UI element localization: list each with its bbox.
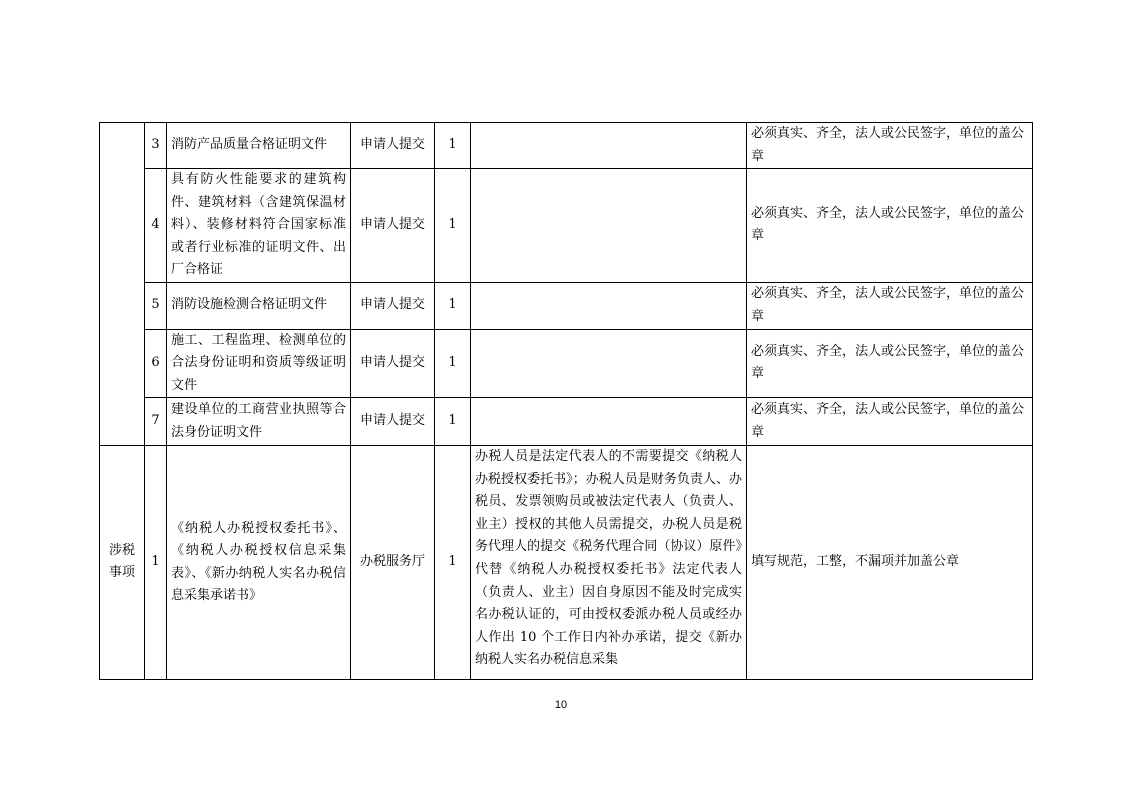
material-source: 申请人提交: [351, 169, 435, 283]
row-number: 6: [145, 329, 167, 398]
material-quantity: 1: [435, 282, 471, 329]
material-quantity: 1: [435, 123, 471, 169]
material-quantity: 1: [435, 169, 471, 283]
material-requirement: 必须真实、齐全，法人或公民签字，单位的盖公章: [747, 329, 1033, 398]
material-source: 申请人提交: [351, 329, 435, 398]
row-number: 5: [145, 282, 167, 329]
material-name: 施工、工程监理、检测单位的合法身份证明和资质等级证明文件: [167, 329, 351, 398]
material-requirement: 必须真实、齐全，法人或公民签字，单位的盖公章: [747, 169, 1033, 283]
category-cell: [100, 446, 145, 680]
table-row: [100, 169, 1033, 283]
material-description: [471, 398, 747, 446]
row-number: 7: [145, 398, 167, 446]
row-number: 1: [145, 446, 167, 680]
material-name: 消防设施检测合格证明文件: [167, 282, 351, 329]
material-name: 《纳税人办税授权委托书》、《纳税人办税授权信息采集表》、《新办纳税人实名办税信息采集承诺书》: [167, 446, 351, 680]
materials-table: [99, 122, 1033, 680]
material-name: 消防产品质量合格证明文件: [167, 123, 351, 169]
material-name: 具有防火性能要求的建筑构件、建筑材料（含建筑保温材料）、装修材料符合国家标准或者行业标准的证明文件、出厂合格证: [167, 169, 351, 283]
material-description: 办税人员是法定代表人的不需要提交《纳税人办税授权委托书》；办税人员是财务负责人、办税员、发票领购员或被法定代表人（负责人、业主）授权的其他人员需提交，办税人员是税务代理人的提交《税务代理合同（协议）原件》代替《纳税人办税授权委托书》法定代表人（负责人、业主）因自身原因不能及时完成实名办税认证的，可由授权委派办税人员或经办人作出 10 个工作日内补办承诺，提交《新办纳税人实名办税信息采集: [471, 446, 747, 680]
table-row: [100, 446, 1033, 680]
material-source: 办税服务厅: [351, 446, 435, 680]
material-requirement: 必须真实、齐全，法人或公民签字，单位的盖公章: [747, 123, 1033, 169]
material-description: [471, 282, 747, 329]
category-label: 涉税事项: [108, 543, 135, 581]
material-source: 申请人提交: [351, 123, 435, 169]
category-cell: [100, 123, 145, 446]
row-number: 3: [145, 123, 167, 169]
material-requirement: 填写规范，工整，不漏项并加盖公章: [747, 446, 1033, 680]
material-quantity: 1: [435, 446, 471, 680]
material-source: 申请人提交: [351, 398, 435, 446]
material-description: [471, 123, 747, 169]
row-number: 4: [145, 169, 167, 283]
table-row: [100, 329, 1033, 398]
material-requirement: 必须真实、齐全，法人或公民签字，单位的盖公章: [747, 398, 1033, 446]
material-description: [471, 169, 747, 283]
material-source: 申请人提交: [351, 282, 435, 329]
material-name: 建设单位的工商营业执照等合法身份证明文件: [167, 398, 351, 446]
page-number: 10: [554, 699, 568, 711]
table-row: [100, 398, 1033, 446]
table-row: [100, 123, 1033, 169]
material-requirement: 必须真实、齐全，法人或公民签字，单位的盖公章: [747, 282, 1033, 329]
material-quantity: 1: [435, 398, 471, 446]
table-row: [100, 282, 1033, 329]
material-quantity: 1: [435, 329, 471, 398]
material-description: [471, 329, 747, 398]
